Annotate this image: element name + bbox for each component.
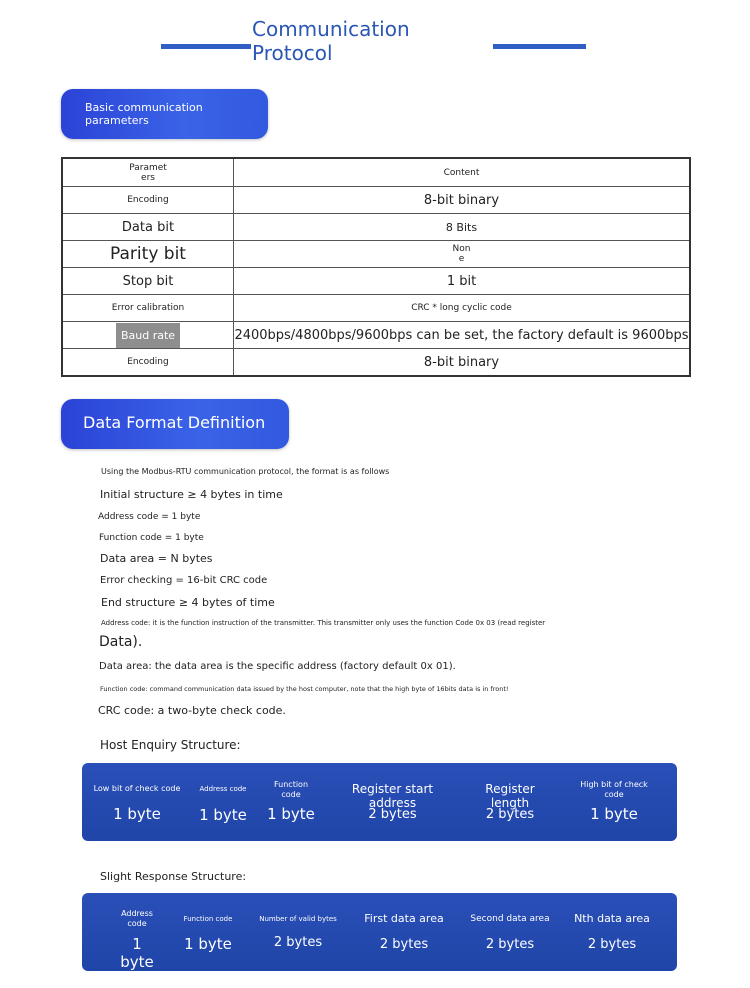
column-value: 2 bytes [587,937,637,952]
column-label: First data area [364,912,444,925]
format-line: Address code = 1 byte [98,512,201,522]
column-label: Second data area [470,914,550,924]
structure-column [90,763,184,841]
column-value: 2 bytes [485,807,535,822]
table-row [63,213,689,240]
section-format-title: Data Format Definition [83,413,266,432]
column-value: 2 bytes [485,937,535,952]
column-value: 1 byte [184,935,232,953]
column-label: Address code [121,909,153,928]
title-rule-left [161,44,251,49]
param-label: Parity bit [110,244,186,264]
host-structure-panel [82,763,677,841]
column-value: 2 bytes [379,937,429,952]
structure-column [254,893,342,971]
structure-column [574,763,654,841]
structure-column [266,763,316,841]
table-row [63,348,689,375]
structure-column [568,893,656,971]
param-label: Encoding [127,357,169,367]
column-value: 1 byte [113,805,161,823]
param-value: CRC * long cyclic code [411,303,512,313]
param-label-highlight: Baud rate [116,323,180,348]
column-label: Low bit of check code [93,784,181,793]
table-row [63,267,689,294]
format-line: End structure ≥ 4 bytes of time [101,596,275,609]
table-header-row [63,159,689,186]
column-label: Address code [199,785,247,793]
format-line: Initial structure ≥ 4 bytes in time [100,488,283,501]
param-label: Stop bit [122,273,174,289]
table-row [63,321,689,348]
column-value: 1 byte [199,806,247,824]
format-line: Address code: it is the function instruction of the transmitter. This transmitter only uses the function Code 0x 03 (read register [101,619,546,627]
param-label: Data bit [121,219,175,235]
column-value: 2 bytes [273,935,323,950]
param-value: 1 bit [446,273,477,289]
format-line: CRC code: a two-byte check code. [98,704,286,717]
page-title: Communication Protocol [252,17,410,65]
header-content: Content [443,167,480,178]
param-value: 8 Bits [445,220,478,234]
column-label: Function code [273,780,309,799]
column-label: Register start address [351,782,434,810]
structure-column [466,893,554,971]
format-line: Function code = 1 byte [99,533,204,543]
param-value: 2400bps/4800bps/9600bps can be set, the factory default is 9600bps [234,327,689,343]
table-row [63,294,689,321]
param-label: Error calibration [111,303,185,313]
section-basic-parameters [61,89,268,139]
format-line: Data). [99,634,143,650]
column-value: 1 byte [267,805,315,823]
response-structure-title: Slight Response Structure: [100,870,247,883]
format-line: Data area: the data area is the specific address (factory default 0x 01). [99,661,456,672]
column-label: Number of valid bytes [259,915,337,923]
structure-column [330,763,455,841]
param-label: Encoding [127,195,169,205]
format-line: Error checking = 16-bit CRC code [100,575,268,586]
format-line: Function code: command communication data issued by the host computer, note that the high byte of 16bits data is in front! [100,685,509,693]
structure-column [178,893,238,971]
format-intro: Using the Modbus-RTU communication protocol, the format is as follows [101,467,390,476]
table-row [63,186,689,213]
structure-column [358,893,450,971]
section-basic-title: Basic communication parameters [85,101,203,127]
host-structure-title: Host Enquiry Structure: [100,738,241,752]
structure-column [190,763,256,841]
parameter-table [61,157,691,377]
section-data-format [61,399,289,449]
column-label: Register length [485,782,535,810]
column-label: Function code [183,915,233,923]
title-rule-right [493,44,586,49]
column-value: 1 byte [590,805,638,823]
header-parameters: Paramet ers [129,162,167,183]
column-label: High bit of check code [580,780,648,799]
column-label: Nth data area [574,912,650,925]
param-value: 8-bit binary [423,354,500,370]
format-line: Data area = N bytes [100,552,213,565]
param-value: 8-bit binary [423,192,500,208]
response-structure-panel [82,893,677,971]
column-value: 2 bytes [368,807,417,822]
structure-column [115,893,159,971]
param-value: Non e [452,244,471,264]
column-value: 1 byte [120,935,154,971]
table-row [63,240,689,267]
structure-column [466,763,554,841]
